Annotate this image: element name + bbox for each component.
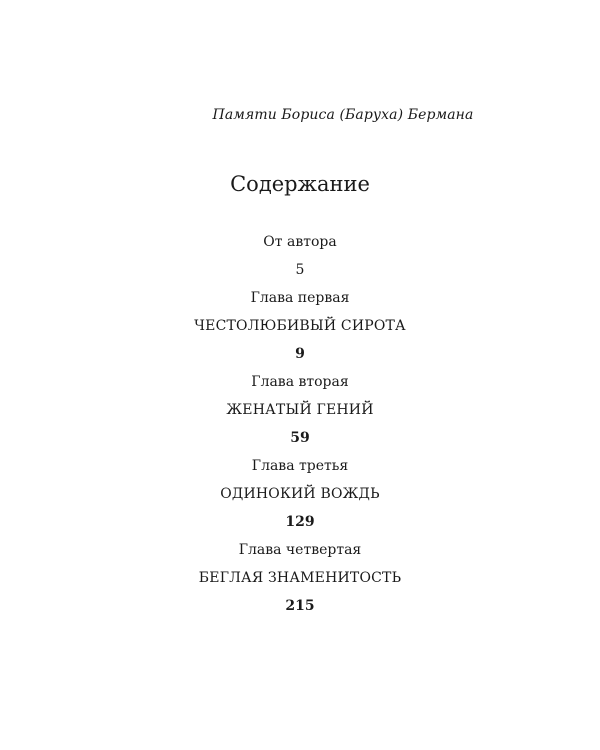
chapter-2-title: ЖЕНАТЫЙ ГЕНИЙ (226, 402, 374, 418)
chapter-4-page: 215 (285, 598, 315, 614)
preface-label: От автора (263, 234, 337, 250)
chapter-2-label: Глава вторая (251, 374, 349, 390)
chapter-3-page: 129 (285, 514, 315, 530)
chapter-4-label: Глава четвертая (238, 542, 362, 558)
dedication: Памяти Бориса (Баруха) Бермана (212, 107, 474, 123)
chapter-4-title: БЕГЛАЯ ЗНАМЕНИТОСТЬ (198, 570, 402, 586)
preface-page: 5 (295, 262, 305, 278)
table-of-contents (0, 232, 600, 624)
chapter-2-page: 59 (290, 430, 310, 446)
chapter-1-title: ЧЕСТОЛЮБИВЫЙ СИРОТА (194, 318, 406, 334)
chapter-3-title: ОДИНОКИЙ ВОЖДЬ (220, 486, 380, 502)
chapter-1-label: Глава первая (250, 290, 350, 306)
toc-title: Содержание (230, 172, 370, 196)
chapter-3-label: Глава третья (251, 458, 349, 474)
chapter-1-page: 9 (295, 346, 305, 362)
